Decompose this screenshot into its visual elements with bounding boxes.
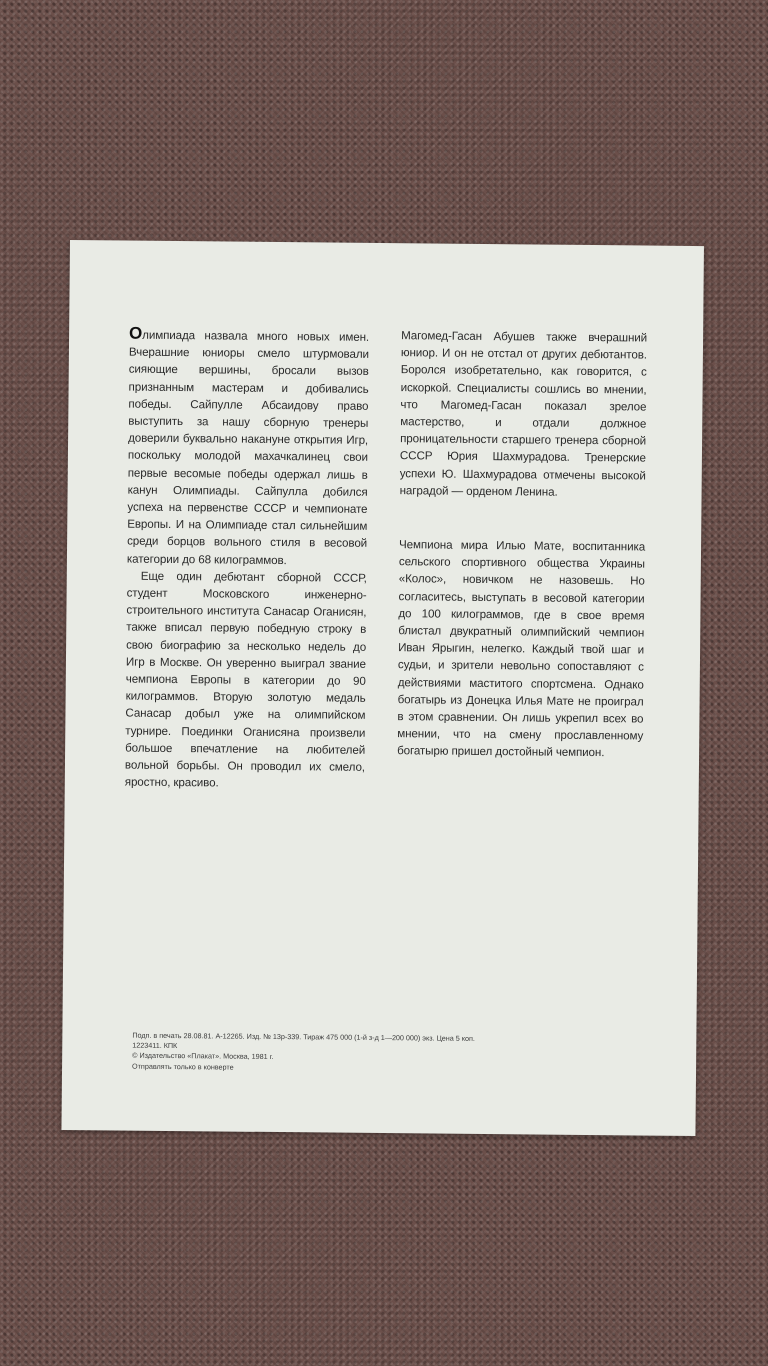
postcard-back <box>61 240 704 1136</box>
imprint-line: © Издательство «Плакат». Москва, 1981 г. <box>132 1051 274 1062</box>
paragraph-oganisyan: Еще один дебютант сборной СССР, студент Московского инженерно-строительного института Санасар Оганисян, также вписал первую победную строку в свою биографию за несколько недель до Игр в Москве. Он уверенно выиграл звание чемпиона Европы в категории до 90 килограммов. Вторую золотую медаль Санасар добыл уже на олимпийском турнире. Поединки Оганисяна произвели большое впечатление на любителей вольной борьбы. Он проводил их смело, яростно, красиво. <box>124 569 367 790</box>
paragraph-text: лимпиада назвала много новых имен. Вчерашние юниоры смело штурмовали сияющие вершины, бросали вызов признанным мастерам и добивались победы. Сайпулле Абсаидову право выступить за нашу сборную тренеры доверили буквально накануне открытия Игр, поскольку молодой махачкалинец свои первые весомые победы одержал лишь в канун Олимпиады. Сайпулла добился успеха на первенстве СССР и чемпионате Европы. И на Олимпиаде стал сильнейшим среди борцов вольного стиля в весовой категории до 68 килограммов. <box>126 328 370 567</box>
paragraph-mate: Чемпиона мира Илью Мате, воспитанника сельского спортивного общества Украины «Колос», новичком не назовешь. Но согласитесь, выступать в весовой категории до 100 килограммов, где в свое время блистал двукратный олимпийский чемпион Иван Ярыгин, нелегко. Каждый твой шаг и судьи, и зрители невольно сопоставляют с действиями маститого спортсмена. Однако богатырь из Донецка Илья Мате не проиграл в этом сравнении. Он лишь укрепил всех во мнении, что на смену прославленному богатырю пришел достойный чемпион. <box>397 538 646 760</box>
publisher-imprint <box>132 1031 632 1077</box>
paragraph-absaidov <box>127 325 369 570</box>
paragraph-abushev: Магомед-Гасан Абушев также вчерашний юниор. И он не отстал от других дебютантов. Боролся изобретательно, как говорится, с искоркой. Специалисты сошлись во мнении, что Магомед-Гасан показал зрелое мастерство, и отдали должное проницательности старшего тренера сборной СССР Юрия Шахмурадова. Тренерские успехи Ю. Шахмурадова отмечены высокой наградой — орденом Ленина. <box>399 329 648 499</box>
imprint-line: Подп. в печать 28.08.81. А-12265. Изд. № 13р-339. Тираж 475 000 (1-й з-д 1—200 000) экз. Цена 5 коп. <box>132 1030 475 1043</box>
imprint-line: 1223411. КПК <box>132 1040 178 1051</box>
paragraph-spacer <box>399 499 645 538</box>
drop-cap: О <box>129 323 143 343</box>
left-text-column <box>125 325 369 794</box>
right-text-column <box>397 327 647 762</box>
imprint-line: Отправлять только в конверте <box>132 1061 234 1072</box>
